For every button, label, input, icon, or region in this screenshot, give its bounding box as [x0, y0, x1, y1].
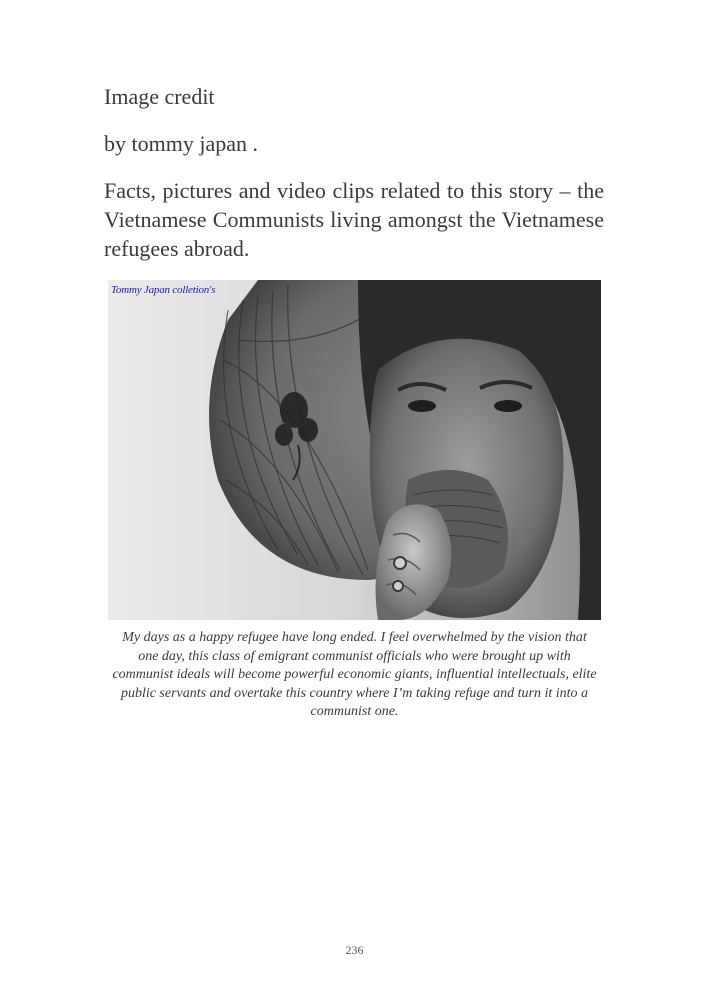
photo-illustration	[108, 280, 601, 620]
image-credit-heading: Image credit	[104, 84, 215, 109]
photo-caption: My days as a happy refugee have long ended. I feel overwhelmed by the vision that one day, this class of emigrant communist officials who were brought up with communist ideals will become powerful economic giants, influential intellectuals, elite public servants and overtake this country where I’m taking refuge and turn it into a communist one.	[112, 630, 597, 719]
photo-watermark: Tommy Japan colletion's	[111, 284, 216, 296]
intro-paragraph: Facts, pictures and video clips related to this story – the Vietnamese Communists living amongst the Vietnamese refugees abroad.	[104, 178, 604, 261]
page-number: 236	[345, 943, 364, 957]
image-credit-author: by tommy japan .	[104, 131, 258, 156]
photo-woman-conical-hat	[108, 280, 601, 620]
